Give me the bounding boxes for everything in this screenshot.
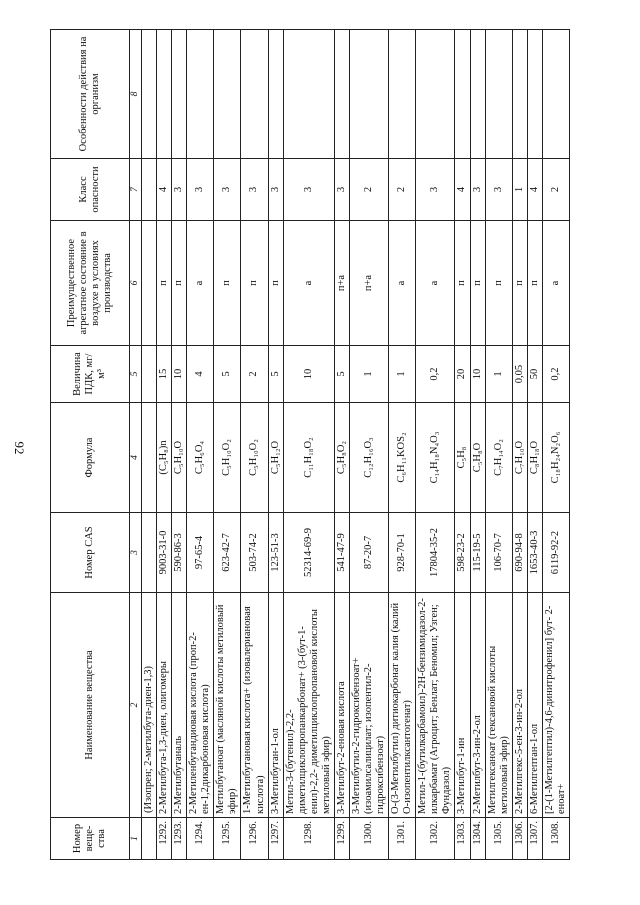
chemical-formula: C₅H₁₀O: [172, 403, 187, 513]
substance-number: 1294.: [187, 818, 214, 860]
cas-number: 52314-69-9: [283, 513, 334, 593]
cas-number: 87-20-7: [349, 513, 388, 593]
action-notes: [157, 30, 172, 159]
hazard-class: 2: [542, 159, 569, 221]
table-row: [283, 30, 334, 860]
substance-name: 2-Метилбутаналь: [172, 593, 187, 818]
substance-number: 1300.: [349, 818, 388, 860]
chemical-formula: (C₅H₈)n: [157, 403, 172, 513]
action-notes: [334, 30, 349, 159]
hazard-class: 1: [512, 159, 527, 221]
aggregate-state: п: [512, 221, 527, 346]
aggregate-state: а: [187, 221, 214, 346]
pdk-value: 5: [214, 346, 241, 403]
action-notes: [527, 30, 542, 159]
substance-name: 2-Метилбута-1,3-диен, олигомеры: [157, 593, 172, 818]
cas-number: 541-47-9: [334, 513, 349, 593]
cas-number: 97-65-4: [187, 513, 214, 593]
hazard-class: 4: [527, 159, 542, 221]
substance-number: 1293.: [172, 818, 187, 860]
pdk-value: 4: [187, 346, 214, 403]
pdk-value: 10: [172, 346, 187, 403]
chemical-formula: C₁₄H₁₈N₄O₃: [416, 403, 455, 513]
hazard-class: 4: [157, 159, 172, 221]
action-notes: [172, 30, 187, 159]
hazard-class: 2: [389, 159, 416, 221]
cas-number: 590-86-3: [172, 513, 187, 593]
aggregate-state: п+а: [349, 221, 388, 346]
substance-number: 1295.: [214, 818, 241, 860]
hazard-class: 3: [241, 159, 268, 221]
hazard-class: 2: [349, 159, 388, 221]
substance-number: 1298.: [283, 818, 334, 860]
hazard-class: 3: [416, 159, 455, 221]
cas-number: 115-19-5: [470, 513, 485, 593]
substance-name: 2-Метилгекс-5-ен-3-ин-2-ол: [512, 593, 527, 818]
chemical-formula: C₅H₁₀O₂: [241, 403, 268, 513]
chemical-formula: C₁₈H₂₄N₂O₆: [542, 403, 569, 513]
substance-number: 1305.: [485, 818, 512, 860]
hazard-class: 3: [334, 159, 349, 221]
hazard-class: 3: [187, 159, 214, 221]
header-name: Наименование вещества: [51, 593, 130, 818]
cas-number: 503-74-2: [241, 513, 268, 593]
table-row: [268, 30, 283, 860]
substance-number: 1304.: [470, 818, 485, 860]
chemical-formula: C₈H₁₈O: [527, 403, 542, 513]
header-number: Номер веще-ства: [51, 818, 130, 860]
continuation-text: (Изопрен; 2-метилбута-диен-1,3): [142, 593, 157, 818]
cas-number: 928-70-1: [389, 513, 416, 593]
table-row: [527, 30, 542, 860]
table-row: [349, 30, 388, 860]
substance-number: 1308.: [542, 818, 569, 860]
table-body: [142, 30, 570, 860]
action-notes: [214, 30, 241, 159]
hazard-class: 3: [172, 159, 187, 221]
cas-number: 106-70-7: [485, 513, 512, 593]
chemical-formula: C₁₂H₁₆O₃: [349, 403, 388, 513]
table-row: [542, 30, 569, 860]
aggregate-state: п: [172, 221, 187, 346]
aggregate-state: п+а: [334, 221, 349, 346]
substance-number: 1307.: [527, 818, 542, 860]
hazard-class: 3: [283, 159, 334, 221]
substance-name: Метил-1-(бутилкарбамоил)-2Н-бензимидазол-2-илкарбамат (Агроцит; Бенлат; Беномил; Узген; Фундазол): [416, 593, 455, 818]
substance-name: 2-Метиленбутандиовая кислота (проп-2-ен-1,2дикарбоновая кислота): [187, 593, 214, 818]
aggregate-state: п: [268, 221, 283, 346]
chemical-formula: C₁₁H₁₈O₂: [283, 403, 334, 513]
pdk-value: 50: [527, 346, 542, 403]
column-number: 1: [130, 818, 142, 860]
continuation-row: [142, 30, 157, 860]
cas-number: 598-23-2: [455, 513, 470, 593]
pdk-value: 1: [349, 346, 388, 403]
header-formula: Формула: [51, 403, 130, 513]
pdk-value: 1: [485, 346, 512, 403]
substance-name: 3-Метилбутан-1-ол: [268, 593, 283, 818]
chemical-formula: C₆H₁₁KOS₂: [389, 403, 416, 513]
action-notes: [268, 30, 283, 159]
action-notes: [283, 30, 334, 159]
action-notes: [455, 30, 470, 159]
substance-name: 1-Метилбутановая кислота+ (изовалериановая кислота): [241, 593, 268, 818]
pdk-value: 1: [389, 346, 416, 403]
cas-number: 9003-31-0: [157, 513, 172, 593]
pdk-value: 0,2: [542, 346, 569, 403]
table-row: [241, 30, 268, 860]
action-notes: [470, 30, 485, 159]
aggregate-state: а: [389, 221, 416, 346]
aggregate-state: п: [470, 221, 485, 346]
action-notes: [485, 30, 512, 159]
substance-number: 1296.: [241, 818, 268, 860]
column-number: 5: [130, 346, 142, 403]
pdk-value: 0,05: [512, 346, 527, 403]
cas-number: 6119-92-2: [542, 513, 569, 593]
hazard-class: 3: [268, 159, 283, 221]
substance-number: 1301.: [389, 818, 416, 860]
header-class: Класс опасности: [51, 159, 130, 221]
column-number-row: [130, 30, 142, 860]
substance-name: О-(3-Метилбутил) дитиокарбонат калия (калий О-изопентилксантогенат): [389, 593, 416, 818]
header-pdk: Величина ПДК, мг/м³: [51, 346, 130, 403]
table-row: [485, 30, 512, 860]
table-row: [470, 30, 485, 860]
hazard-class: 3: [470, 159, 485, 221]
aggregate-state: п: [241, 221, 268, 346]
action-notes: [512, 30, 527, 159]
substance-number: 1303.: [455, 818, 470, 860]
substance-name: 3-Метилбут-1-ин: [455, 593, 470, 818]
cas-number: 123-51-3: [268, 513, 283, 593]
substances-table: [50, 29, 570, 860]
pdk-value: 10: [470, 346, 485, 403]
action-notes: [241, 30, 268, 159]
aggregate-state: а: [542, 221, 569, 346]
chemical-formula: C₅H₈: [455, 403, 470, 513]
substance-name: 6-Метилгептан-1-ол: [527, 593, 542, 818]
aggregate-state: а: [283, 221, 334, 346]
action-notes: [416, 30, 455, 159]
pdk-value: 2: [241, 346, 268, 403]
table-row: [455, 30, 470, 860]
table-row: [389, 30, 416, 860]
hazard-class: 3: [214, 159, 241, 221]
substance-name: 3-Метилбутил-2-гидроксибензоат+ (изоамилсалицилат; изопентил-2-гидроксибензоат): [349, 593, 388, 818]
header-row: [51, 30, 130, 860]
column-number: 8: [130, 30, 142, 159]
aggregate-state: п: [214, 221, 241, 346]
pdk-value: 5: [268, 346, 283, 403]
header-cas: Номер CAS: [51, 513, 130, 593]
pdk-value: 10: [283, 346, 334, 403]
column-number: 2: [130, 593, 142, 818]
substance-name: Метил-3-(бутенил)-2,2- диметилциклопропанкарбонат+ (3-(бут-1-енил)-2,2- диметилциклопропановой кислоты метиловый эфир): [283, 593, 334, 818]
substance-number: 1292.: [157, 818, 172, 860]
aggregate-state: п: [527, 221, 542, 346]
substance-name: 3-Метилбут-2-еновая кислота: [334, 593, 349, 818]
cas-number: 690-94-8: [512, 513, 527, 593]
column-number: 6: [130, 221, 142, 346]
table-row: [214, 30, 241, 860]
cas-number: 17804-35-2: [416, 513, 455, 593]
substance-name: Метилбутаноат (масляной кислоты метиловый эфир): [214, 593, 241, 818]
chemical-formula: C₅H₁₂O: [268, 403, 283, 513]
aggregate-state: п: [485, 221, 512, 346]
substance-number: 1302.: [416, 818, 455, 860]
table-row: [416, 30, 455, 860]
hazard-class: 4: [455, 159, 470, 221]
chemical-formula: C₇H₁₄O₂: [485, 403, 512, 513]
table-row: [172, 30, 187, 860]
rotated-page: [50, 30, 570, 860]
table-row: [512, 30, 527, 860]
header-state: Преимущественное агрегатное состояние в воздухе в условиях производства: [51, 221, 130, 346]
aggregate-state: п: [157, 221, 172, 346]
header-notes: Особенности действия на организм: [51, 30, 130, 159]
table-row: [157, 30, 172, 860]
column-number: 7: [130, 159, 142, 221]
chemical-formula: C₇H₁₀O: [512, 403, 527, 513]
aggregate-state: а: [416, 221, 455, 346]
action-notes: [187, 30, 214, 159]
chemical-formula: C₅H₁₀O₂: [214, 403, 241, 513]
hazard-class: 3: [485, 159, 512, 221]
chemical-formula: C₅H₆O₄: [187, 403, 214, 513]
chemical-formula: C₅H₈O: [470, 403, 485, 513]
substance-number: 1299.: [334, 818, 349, 860]
cas-number: 1653-40-3: [527, 513, 542, 593]
pdk-value: 20: [455, 346, 470, 403]
chemical-formula: C₅H₈O₂: [334, 403, 349, 513]
column-number: 3: [130, 513, 142, 593]
table-row: [334, 30, 349, 860]
substance-name: [2-(1-Метилгептил)-4,6-динитрофенил] бут- 2-еноат+: [542, 593, 569, 818]
table-row: [187, 30, 214, 860]
substance-number: 1306.: [512, 818, 527, 860]
pdk-value: 0,2: [416, 346, 455, 403]
action-notes: [389, 30, 416, 159]
substance-name: Метилгексаноат (гексановой кислоты метиловый эфир): [485, 593, 512, 818]
pdk-value: 5: [334, 346, 349, 403]
pdk-value: 15: [157, 346, 172, 403]
page-number: 92: [12, 441, 27, 455]
substance-number: 1297.: [268, 818, 283, 860]
substance-name: 2-Метилбут-3-ин-2-ол: [470, 593, 485, 818]
cas-number: 623-42-7: [214, 513, 241, 593]
column-number: 4: [130, 403, 142, 513]
action-notes: [542, 30, 569, 159]
action-notes: [349, 30, 388, 159]
aggregate-state: п: [455, 221, 470, 346]
